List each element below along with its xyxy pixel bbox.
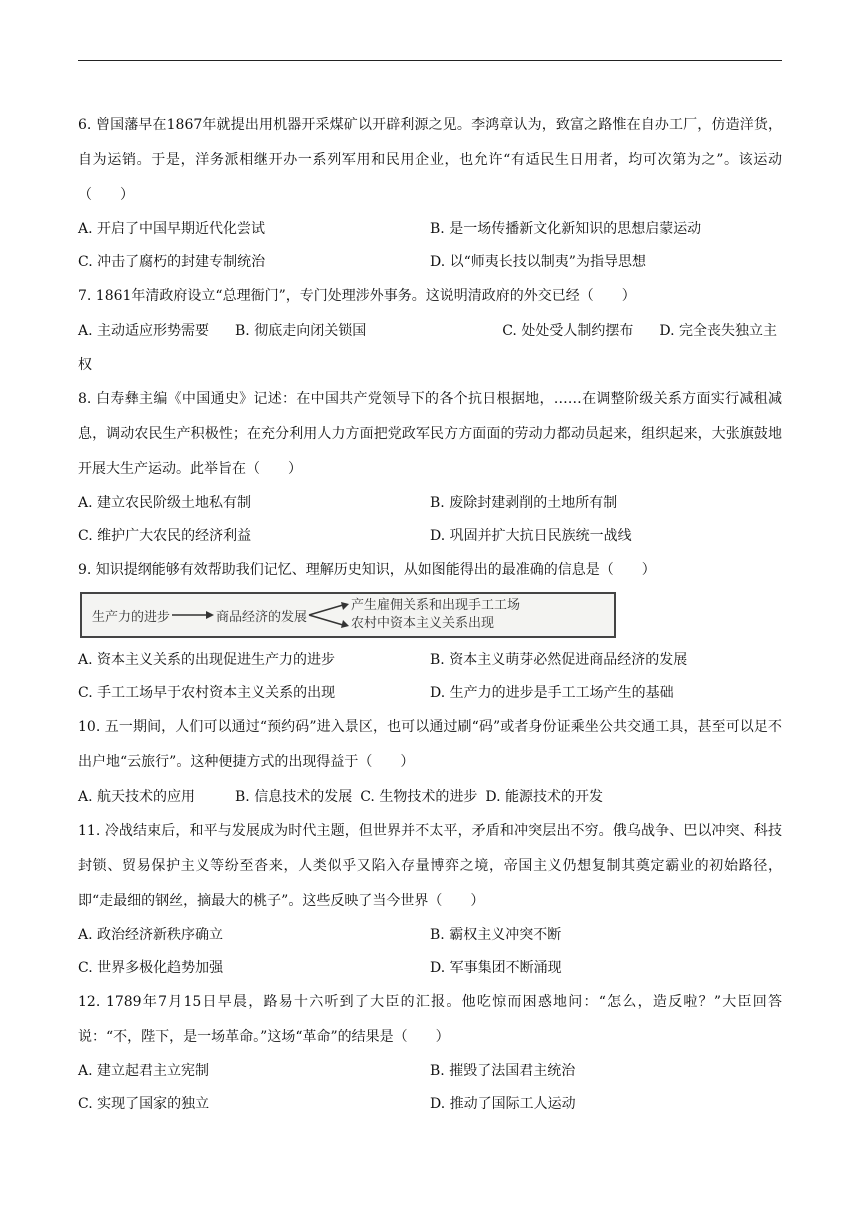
question-6-stem: 6. 曾国藩早在1867年就提出用机器开采煤矿以开辟利源之见。李鸿章认为，致富之路惟在自办工厂，仿造洋货，自为运销。于是，洋务派相继开办一系列军用和民用企业，也允许“有适民生日用者，均可次第为之”。该运动（ ） — [78, 117, 782, 203]
question-10-option-c[interactable]: C. 生物技术的进步 — [360, 789, 478, 805]
branch-arrow-icon — [307, 600, 351, 630]
arrow-right-icon — [170, 609, 216, 621]
question-8 — [78, 382, 782, 553]
question-8-option-c[interactable]: C. 维护广大农民的经济利益 — [78, 528, 252, 544]
question-11-option-d[interactable]: D. 军事集团不断涌现 — [430, 960, 562, 976]
diagram-node-productivity: 生产力的进步 — [92, 609, 171, 625]
question-7-option-c[interactable]: C. 处处受人制约摆布 — [502, 323, 634, 339]
question-8-stem: 8. 白寿彝主编《中国通史》记述：在中国共产党领导下的各个抗日根据地，……在调整阶级关系方面实行减租减息，调动农民生产积极性；在充分利用人力方面把党政军民方方面面的劳动力都动员起来，组织起来，大张旗鼓地开展大生产运动。此举旨在（ ） — [78, 391, 782, 477]
question-6-option-d[interactable]: D. 以“师夷长技以制夷”为指导思想 — [430, 254, 646, 270]
knowledge-outline-diagram — [80, 592, 616, 638]
question-12-option-b[interactable]: B. 摧毁了法国君主统治 — [430, 1063, 576, 1079]
diagram-node-rural-capitalism: 农村中资本主义关系出现 — [351, 616, 495, 631]
question-10-stem: 10. 五一期间，人们可以通过“预约码”进入景区，也可以通过刷“码”或者身份证乘坐公共交通工具，甚至可以足不出户地“云旅行”。这种便捷方式的出现得益于（ ） — [78, 719, 782, 770]
question-9-option-b[interactable]: B. 资本主义萌芽必然促进商品经济的发展 — [430, 652, 688, 668]
question-9-option-a[interactable]: A. 资本主义关系的出现促进生产力的进步 — [78, 652, 336, 668]
header-rule — [78, 60, 782, 61]
question-7-option-a[interactable]: A. 主动适应形势需要 — [78, 323, 210, 339]
question-11-option-c[interactable]: C. 世界多极化趋势加强 — [78, 960, 224, 976]
question-12-option-d[interactable]: D. 推动了国际工人运动 — [430, 1096, 576, 1112]
question-12-stem: 12. 1789年7月15日早晨，路易十六听到了大臣的汇报。他吃惊而困惑地问：“怎么，造反啦？”大臣回答说：“不，陛下，是一场革命。”这场“革命”的结果是（ ） — [78, 994, 782, 1045]
question-8-option-a[interactable]: A. 建立农民阶级土地私有制 — [78, 495, 252, 511]
question-9-stem: 9. 知识提纲能够有效帮助我们记忆、理解历史知识，从如图能得出的最准确的信息是（ ） — [78, 562, 656, 578]
question-8-option-b[interactable]: B. 废除封建剥削的土地所有制 — [430, 495, 618, 511]
question-12 — [78, 985, 782, 1121]
question-7-option-d[interactable]: D. 完全丧失独立主权 — [78, 323, 777, 373]
question-10 — [78, 710, 782, 814]
diagram-node-commodity-economy: 商品经济的发展 — [216, 609, 308, 625]
question-9-option-c[interactable]: C. 手工工场早于农村资本主义关系的出现 — [78, 685, 336, 701]
question-11-stem: 11. 冷战结束后，和平与发展成为时代主题，但世界并不太平，矛盾和冲突层出不穷。俄乌战争、巴以冲突、科技封锁、贸易保护主义等纷至沓来，人类似乎又陷入存量博弈之境，帝国主义仍想复制其奠定霸业的初始路径，即“走最细的钢丝，摘最大的桃子”。这些反映了当今世界（ ） — [78, 823, 782, 909]
question-list — [78, 108, 782, 1121]
question-8-option-d[interactable]: D. 巩固并扩大抗日民族统一战线 — [430, 528, 632, 544]
question-6-option-a[interactable]: A. 开启了中国早期近代化尝试 — [78, 221, 266, 237]
question-7-option-b[interactable]: B. 彻底走向闭关锁国 — [235, 323, 367, 339]
question-11-option-a[interactable]: A. 政治经济新秩序确立 — [78, 927, 224, 943]
question-9-option-d[interactable]: D. 生产力的进步是手工工场产生的基础 — [430, 685, 674, 701]
diagram-node-wage-labor: 产生雇佣关系和出现手工工场 — [351, 598, 521, 613]
question-6 — [78, 108, 782, 279]
question-7-stem: 7. 1861年清政府设立“总理衙门”，专门处理涉外事务。这说明清政府的外交已经（ ） — [78, 288, 636, 304]
question-11-option-b[interactable]: B. 霸权主义冲突不断 — [430, 927, 562, 943]
question-10-option-b[interactable]: B. 信息技术的发展 — [235, 789, 353, 805]
question-12-option-a[interactable]: A. 建立起君主立宪制 — [78, 1063, 210, 1079]
question-9 — [78, 553, 782, 710]
question-11 — [78, 814, 782, 985]
question-6-option-b[interactable]: B. 是一场传播新文化新知识的思想启蒙运动 — [430, 221, 702, 237]
question-6-option-c[interactable]: C. 冲击了腐朽的封建专制统治 — [78, 254, 266, 270]
question-10-option-d[interactable]: D. 能源技术的开发 — [485, 789, 603, 805]
question-10-option-a[interactable]: A. 航天技术的应用 — [78, 789, 196, 805]
question-7 — [78, 279, 782, 382]
question-12-option-c[interactable]: C. 实现了国家的独立 — [78, 1096, 210, 1112]
